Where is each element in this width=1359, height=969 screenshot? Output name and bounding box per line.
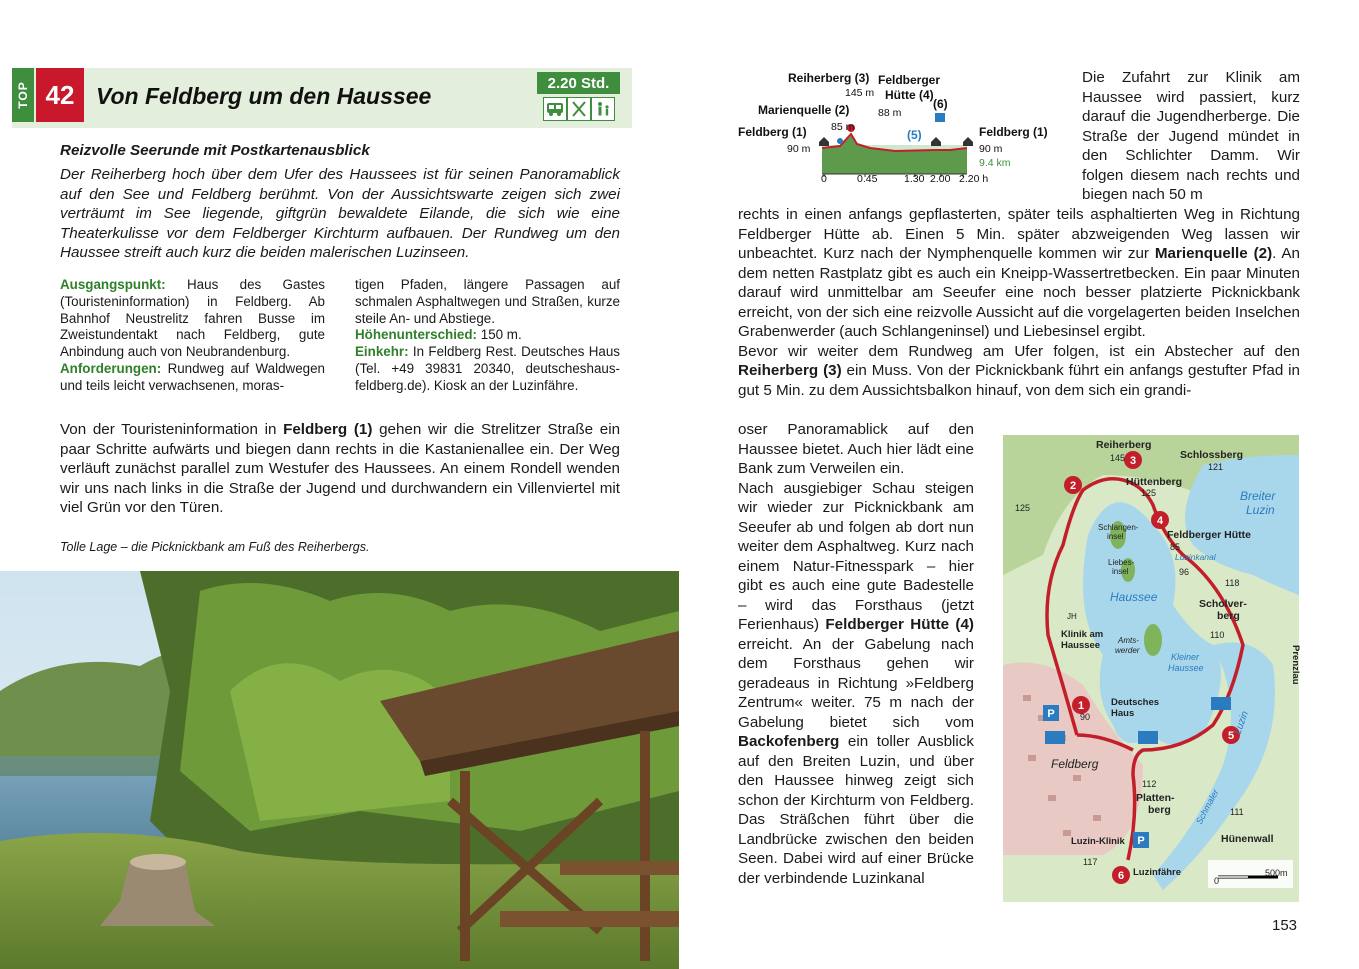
place-name: Backofenberg [738,733,840,750]
profile-label-reiherberg: Reiherberg (3) [788,71,870,85]
place-name: Marienquelle (2) [1154,245,1273,262]
route-paragraph-2b [738,205,1300,400]
info-req-text-cont: tigen Pfaden, längere Passagen auf schmalen Asphaltwegen und Straßen, kurze steile An- und Abstiege. [355,277,620,326]
map-label: Kleiner [1171,652,1200,662]
map-marker-6: 6 [1117,870,1125,882]
info-start-text: Haus des Gastes (Touristeninformation) in Feldberg. Ab Bahnhof Neustrelitz fahren Busse im Zweistundentakt nach Feldberg, gute Anbindung auch von Neubrandenburg. [60,277,325,360]
map-label-feldberger-huette: Feldberger Hütte [1167,529,1252,541]
profile-h-huette: 88 m [878,107,902,119]
map-label: 111 [1230,807,1244,817]
map-label: berg [1148,804,1171,816]
map-label-schlossberg: Schlossberg [1180,449,1244,461]
profile-label-feldberg-left: Feldberg (1) [738,125,807,139]
map-label-breiter: Breiter [1240,489,1276,503]
info-start-label: Ausgangspunkt: [60,277,166,292]
map-label-prenzlau: Prenzlau [1290,645,1301,685]
info-height-label: Höhenunterschied: [355,327,478,343]
profile-tick: 0 [821,173,827,185]
map-label: 110 [1210,630,1225,640]
map-label-plattenberg: Platten- [1136,792,1175,804]
map-label-feldberg: Feldberg [1051,757,1099,771]
map-label: 117 [1083,857,1098,867]
info-req-label: Anforderungen: [60,360,162,376]
info-box-right [355,277,620,395]
map-label-luzin: Luzin [1246,503,1275,517]
profile-tick: 2.20 h [959,173,989,185]
map-label: 0 [1214,876,1220,886]
map-label: 121 [1208,462,1224,472]
profile-tick: 1.30 [904,173,925,185]
map-label-haussee: Haussee [1110,590,1158,604]
profile-h-feldberg-left: 90 m [787,143,811,155]
map-label: werder [1115,646,1140,655]
map-label-luzinkanal: Luzinkanal [1175,552,1216,562]
profile-distance: 9.4 km [979,157,1011,169]
info-height-text: 150 m. [480,327,522,343]
info-stop-text: In Feldberg Rest. Deutsches Haus (Tel. +49 39831 20340, deutscheshaus-feldberg.de). Kiosk an der Luzinfähre. [355,344,620,393]
profile-h-reiherberg: 145 m [845,87,875,99]
route-paragraph-2c [738,420,974,888]
map-label: 90 [1080,712,1091,722]
map-label: berg [1217,610,1240,622]
map-label-jh: JH [1067,612,1077,621]
profile-tick: 0.45 [857,173,878,185]
info-box-left [60,277,325,395]
map-label: insel [1107,532,1124,541]
route-paragraph-2a: Die Zufahrt zur Klinik am Haussee wird passiert, kurz darauf die Jugendherberge. Die Straße der Jugend mündet in den Schlichter Damm. Wir folgen diesem nach rechts und biegen nach 50 m [1082,69,1300,203]
bus-icon [543,97,567,121]
info-req-text: Rundweg auf Waldwegen und teils leicht verwachsenen, moras- [60,360,325,393]
text-run: . An dem netten Rastplatz gibt es auch ein Kneipp-Wassertretbecken. Ein paar Minuten darauf wird unmittelbar am Seeufer eine noch besser platzierte Picknickbank erreicht, von der sich eine reizvolle Aussicht auf die vorgelagerten beiden Inselchen Grabenwerder (auch Schlangeninsel) und Liebesinsel ergibt. [738,245,1301,340]
map-marker-1: 1 [1077,700,1085,712]
map-label-klinik: Klinik am [1061,629,1104,640]
map-label: Haus [1111,708,1135,719]
map-label-huettenberg: Hüttenberg [1126,476,1182,488]
text-run: Von der Touristeninformation in [60,421,284,438]
map-label-reiherberg: Reiherberg [1096,439,1152,451]
profile-label-five: (5) [907,128,922,142]
bus-icon [1211,697,1231,710]
profile-label-six: (6) [933,97,948,111]
map-label-huenenwall: Hünenwall [1221,833,1274,845]
place-name: Feldberger Hütte (4) [825,616,974,633]
map-marker-4: 4 [1156,515,1164,527]
map-label: Haussee [1168,663,1204,673]
text-run: oser Panoramablick auf den Haussee bietet. Auch hier lädt eine Bank zum Verweilen ein. [738,421,974,477]
elevation-profile [735,66,1065,186]
text-run: rechts in einen anfangs gepflasterten, später teils asphaltierten Weg in Richtung Feldberger Hütte ab. Einen 5 Min. später abzweigenden Weg lassen wir unbeachtet. Kurz nach der Nymphenquelle kommen wir zur [738,206,1300,262]
profile-label-huette-a: Feldberger [878,73,941,87]
map-label: 112 [1142,779,1157,789]
map-label: Amts- [1118,636,1139,645]
subtitle: Reizvolle Seerunde mit Postkartenausblick [60,142,370,159]
duration-badge: 2.20 Std. [537,72,620,94]
map-label: Liebes- [1108,558,1135,567]
intro-paragraph: Der Reiherberg hoch über dem Ufer des Haussees ist für seinen Panoramablick auf den See und Feldberg berühmt. Von der Aussichtswarte zeigen sich zwei verträumt im See liegende, giftgrün bewaldete Eilande, die sich wie eine Theaterkulisse vor dem Feldberger Kirchturm aufbauen. Der Rundweg um den Haussee streift auch kurz die beiden malerischen Luzinseen. [60,166,620,261]
map-label: Schlangen- [1098,523,1139,532]
family-icon [591,97,615,121]
map-label: 145 [1110,453,1126,463]
profile-h-marienquelle: 85 m [831,121,855,133]
map-label-deutsches-haus: Deutsches [1111,697,1160,708]
top-badge: TOP [12,68,34,122]
text-run: ein Muss. Von der Picknickbank führt ein anfangs gestufter Pfad in gut 5 Min. zu dem Aussichtsbalkon hinauf, von dem sich ein grandi- [738,362,1300,399]
map-label: insel [1112,567,1129,576]
map-marker-3: 3 [1129,455,1137,467]
profile-label-feldberg-right: Feldberg (1) [979,125,1048,139]
text-run: Nach ausgiebiger Schau steigen wir wieder zur Picknickbank am Seeufer ab und folgen ab dort nun weiter dem Asphaltweg. Kurz nach einem Natur-Fitnesspark – hier gibt es auch eine gute Badestelle – wird das Forsthaus (jetzt Ferienhaus) [738,479,974,633]
map-label: 125 [1015,503,1031,513]
text-run: ein toller Ausblick auf den Breiten Luzin, und über den Haussee hinweg zeigt sich schon der Kirchturm von Feldberg. Das Sträßchen führt über die Landbrücke zwischen den beiden Seen. Dabei wird auf einer Brücke der verbindende Luzinkanal [738,733,974,887]
place-name: Reiherberg (3) [738,362,842,379]
map-label: Haussee [1061,640,1101,651]
profile-label-marienquelle: Marienquelle (2) [758,103,850,117]
map-marker-2: 2 [1069,480,1077,492]
profile-tick: 2.00 [930,173,951,185]
page-title: Von Feldberg um den Haussee [96,83,432,109]
map-label: Luzin [1232,709,1251,737]
map-label: 96 [1179,567,1190,577]
tour-number: 42 [36,68,84,122]
bus-icon [1138,731,1158,744]
map-label: 85 [1170,542,1181,552]
route-paragraph-1 [60,420,620,518]
parking-icon: P [1137,835,1145,847]
map-label-luzin-klinik: Luzin-Klinik [1071,836,1125,847]
restaurant-icon [567,97,591,121]
text-run: Bevor wir weiter dem Rundweg am Ufer folgen, ist ein Abstecher auf den [738,342,1300,360]
profile-h-feldberg-right: 90 m [979,143,1003,155]
text-run: erreicht. An der Gabelung nach dem Forsthaus gehen wir geradeaus in Richtung »Feldberg Zentrum« weiter. 75 m nach der Gabelung bietet sich vom [738,635,974,731]
map-marker-5: 5 [1227,730,1235,742]
lake-photo [0,571,679,969]
text-run: gehen wir die Strelitzer Straße ein paar Schritte aufwärts und biegen dann rechts in die Kastanienallee ein. Der Weg verläuft zunächst parallel zum Westufer des Haussees. An einem Rondell wenden wir uns nach links in die Straße der Jugend und durchwandern ein Villenviertel mit viel Grün vor den Türen. [60,421,621,516]
profile-label-huette-b: Hütte (4) [885,88,934,102]
map-label-schmaler: Schmaler [1193,787,1221,826]
photo-caption: Tolle Lage – die Picknickbank am Fuß des Reiherbergs. [60,540,370,554]
map-label: 500m [1265,868,1288,878]
bus-icon [1045,731,1065,744]
parking-icon: P [1047,708,1055,720]
route-map [1003,435,1299,902]
map-label: 125 [1141,488,1157,498]
info-stop-label: Einkehr: [355,344,409,360]
place-name: Feldberg (1) [283,421,373,438]
map-label-scholverberg: Scholver- [1199,598,1247,610]
map-label-luzinfaehre: Luzinfähre [1133,867,1182,878]
map-label: 118 [1225,578,1240,588]
page-number: 153 [1272,917,1298,934]
